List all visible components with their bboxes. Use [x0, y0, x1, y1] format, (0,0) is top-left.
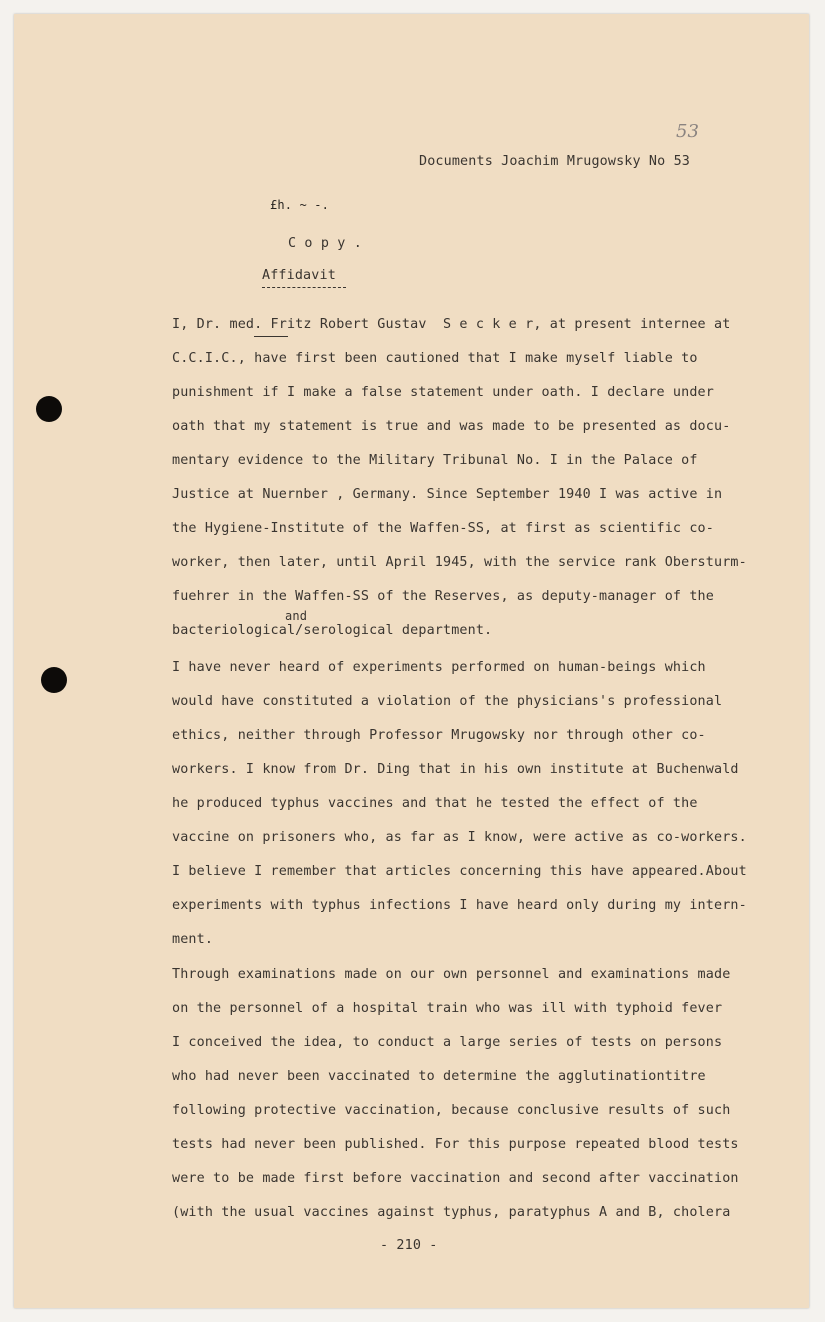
text-line: I conceived the idea, to conduct a large series of tests on persons	[172, 1035, 723, 1050]
title-underline	[262, 287, 346, 288]
handwritten-page-number: 53	[676, 121, 699, 142]
text-line: oath that my statement is true and was made to be presented as docu-	[172, 419, 731, 434]
text-line: who had never been vaccinated to determine the agglutinationtitre	[172, 1069, 706, 1084]
text-line: Through examinations made on our own personnel and examinations made	[172, 967, 731, 982]
text-line: worker, then later, until April 1945, with the service rank Obersturm-	[172, 555, 747, 570]
text-line: workers. I know from Dr. Ding that in his own institute at Buchenwald	[172, 762, 739, 777]
text-line: ment.	[172, 932, 214, 947]
text-line: I believe I remember that articles concerning this have appeared.About	[172, 864, 747, 879]
affidavit-title: Affidavit	[262, 268, 336, 283]
insertion-mark: and	[285, 609, 308, 623]
text-line: tests had never been published. For this purpose repeated blood tests	[172, 1137, 739, 1152]
text-line: were to be made first before vaccination and second after vaccination	[172, 1171, 739, 1186]
text-line: fuehrer in the Waffen-SS of the Reserves, as deputy-manager of the	[172, 589, 714, 604]
text-line: experiments with typhus infections I have heard only during my intern-	[172, 898, 747, 913]
text-line: Justice at Nuernber , Germany. Since September 1940 I was active in	[172, 487, 723, 502]
text-line: punishment if I make a false statement under oath. I declare under	[172, 385, 714, 400]
text-line: the Hygiene-Institute of the Waffen-SS, at first as scientific co-	[172, 521, 714, 536]
punch-hole-upper	[36, 396, 62, 422]
document-reference: Documents Joachim Mrugowsky No 53	[419, 154, 690, 169]
page-footer: - 210 -	[380, 1238, 438, 1253]
punch-hole-lower	[41, 667, 67, 693]
text-line: I, Dr. med. Fritz Robert Gustav S e c k e r, at present internee at	[172, 317, 731, 332]
text-line: bacteriological/serological department.	[172, 623, 493, 638]
text-line: vaccine on prisoners who, as far as I know, were active as co-workers.	[172, 830, 747, 845]
text-line: would have constituted a violation of the physicians's professional	[172, 694, 723, 709]
text-line: he produced typhus vaccines and that he tested the effect of the	[172, 796, 698, 811]
text-line: following protective vaccination, because conclusive results of such	[172, 1103, 731, 1118]
text-line: C.C.I.C., have first been cautioned that I make myself liable to	[172, 351, 698, 366]
text-line: ethics, neither through Professor Mrugowsky nor through other co-	[172, 728, 706, 743]
text-line: (with the usual vaccines against typhus, paratyphus A and B, cholera	[172, 1205, 731, 1220]
text-line: mentary evidence to the Military Tribunal No. I in the Palace of	[172, 453, 698, 468]
name-underline	[254, 336, 288, 337]
copy-heading: C o p y .	[288, 236, 362, 251]
text-line: I have never heard of experiments performed on human-beings which	[172, 660, 706, 675]
text-line: on the personnel of a hospital train who was ill with typhoid fever	[172, 1001, 723, 1016]
stamp-fragment: £h. ~ -.	[270, 198, 329, 212]
